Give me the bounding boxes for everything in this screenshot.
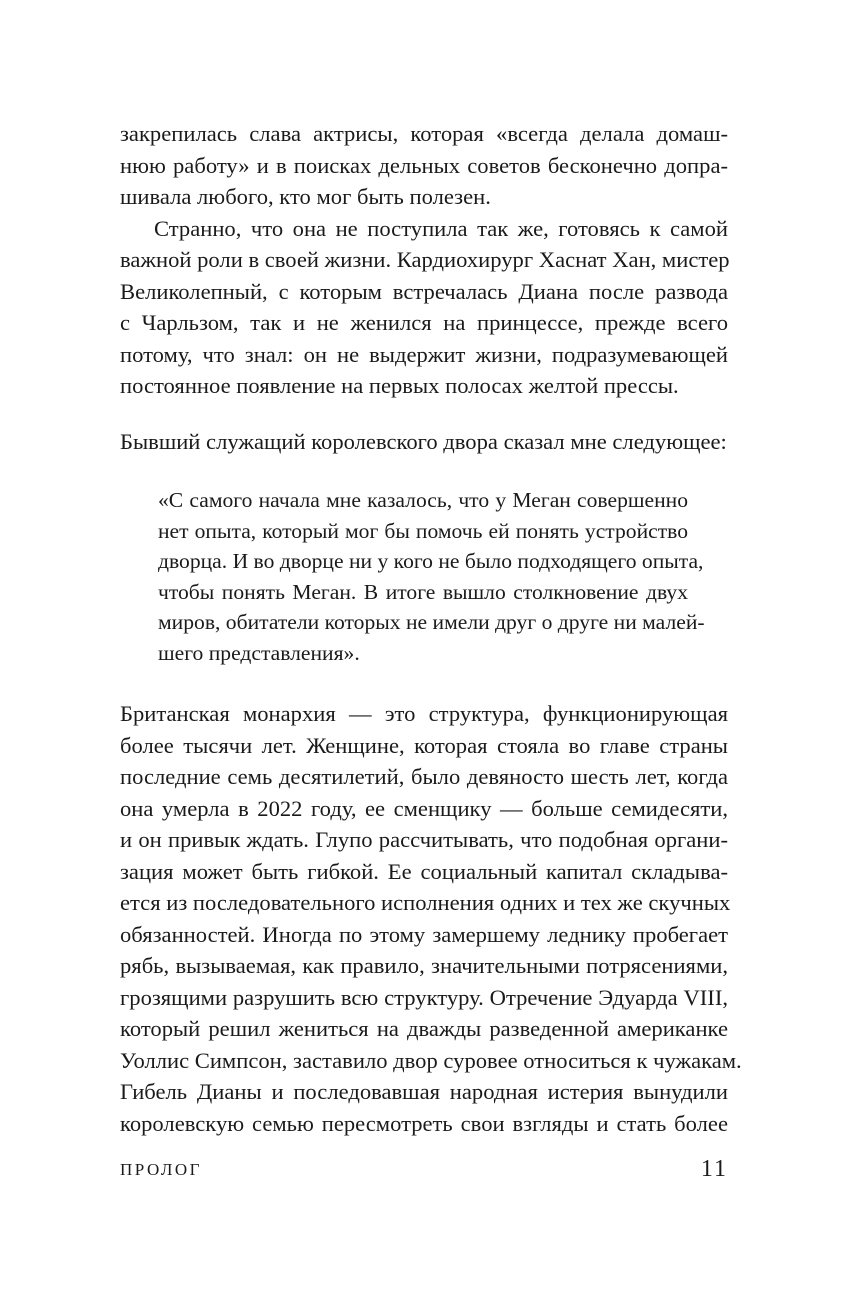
paragraph-4 [120, 698, 742, 1139]
text-line: и он привык ждать. Глупо рассчитывать, что подобная органи- [120, 827, 728, 852]
text-line: важной роли в своей жизни. Кардиохирург Хаснат Хан, мистер [120, 247, 730, 272]
page-number: 11 [700, 1156, 728, 1182]
text-line: Великолепный, с которым встречалась Диана после развода [120, 278, 728, 304]
text-line: который решил жениться на дважды разведенной американке [120, 1016, 728, 1041]
page-body [120, 118, 742, 1139]
text-line: королевскую семью пересмотреть свои взгляды и стать более [120, 1110, 728, 1136]
text-line: Странно, что она не поступила так же, готовясь к самой [154, 215, 728, 241]
quote-line: миров, обитатели которых не имели друг о друге ни малей- [158, 610, 705, 634]
paragraph-3 [120, 426, 728, 458]
quote-line: дворца. И во дворце ни у кого не было подходящего опыта, [158, 549, 704, 573]
paragraph-1 [120, 118, 728, 213]
text-line: она умерла в 2022 году, ее сменщику — больше семидесяти, [120, 795, 728, 821]
text-line: обязанностей. Иногда по этому замершему леднику пробегает [120, 921, 728, 947]
text-line: рябь, вызываемая, как правило, значительными потрясениями, [120, 953, 728, 978]
block-quote [120, 485, 705, 668]
quote-line: нет опыта, который мог бы помочь ей понять устройство [158, 518, 688, 543]
page-footer [120, 1156, 728, 1190]
text-line: грозящими разрушить всю структуру. Отречение Эдуарда VIII, [120, 984, 728, 1010]
text-line: ется из последовательного исполнения одних и тех же скучных [120, 890, 731, 915]
text-line: Бывший служащий королевского двора сказал мне следующее: [120, 428, 727, 454]
text-line: Гибель Дианы и последовавшая народная истерия вынудили [120, 1079, 728, 1104]
text-line: шивала любого, кто мог быть полезен. [120, 184, 491, 209]
running-head: ПРОЛОГ [120, 1160, 203, 1179]
text-line: более тысячи лет. Женщине, которая стояла во главе страны [120, 732, 728, 758]
text-line: зация может быть гибкой. Ее социальный капитал складыва- [120, 858, 728, 884]
text-line: последние семь десятилетий, было девяносто шесть лет, когда [120, 764, 728, 789]
text-line: Уоллис Симпсон, заставило двор суровее относиться к чужакам. [120, 1047, 742, 1073]
text-line: Британская монархия — это структура, функционирующая [120, 701, 728, 726]
text-line: постоянное появление на первых полосах желтой прессы. [120, 373, 679, 398]
quote-line: «С самого начала мне казалось, что у Меган совершенно [158, 488, 688, 512]
text-line: потому, что знал: он не выдержит жизни, подразумевающей [120, 341, 728, 367]
quote-line: шего представления». [158, 640, 360, 665]
text-line: с Чарльзом, так и не женился на принцессе, прежде всего [120, 310, 728, 335]
text-line: закрепилась слава актрисы, которая «всегда делала домаш- [120, 121, 728, 146]
text-line: нюю работу» и в поисках дельных советов бесконечно допра- [120, 152, 728, 178]
quote-line: чтобы понять Меган. В итоге вышло столкновение двух [158, 579, 688, 604]
paragraph-2 [120, 213, 728, 402]
